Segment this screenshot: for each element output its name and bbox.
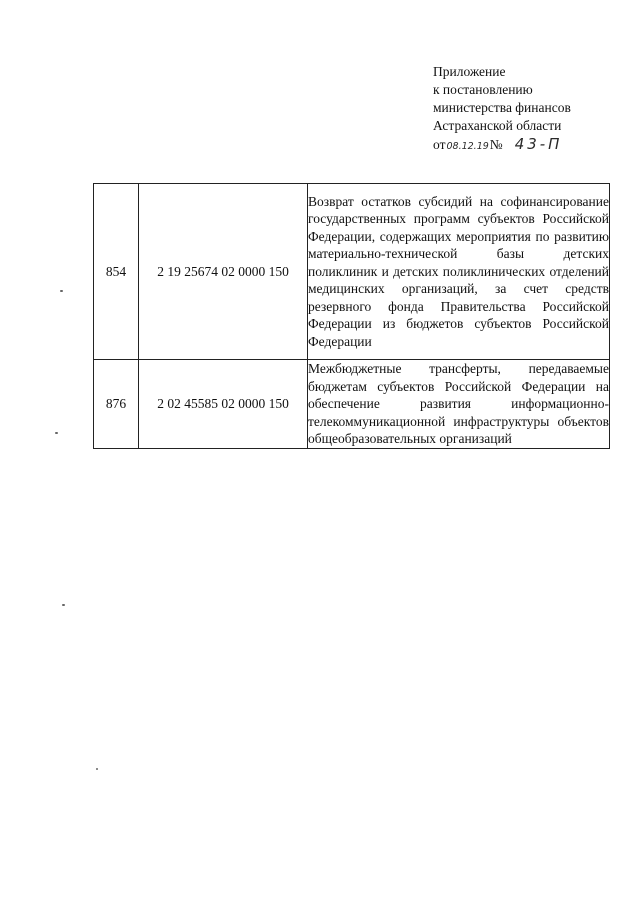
ot-label: от (433, 137, 446, 152)
table-row (94, 184, 610, 360)
budget-code-cell: 2 02 45585 02 0000 150 (139, 360, 308, 449)
admin-code-cell: 854 (94, 184, 139, 360)
appendix-title: Приложение (433, 64, 506, 79)
table-row (94, 360, 610, 449)
handwritten-number: 43-П (514, 135, 563, 153)
budget-codes-table (93, 183, 610, 449)
appendix-ministry-line: министерства финансов (433, 100, 571, 115)
appendix-ref-line: к постановлению (433, 82, 533, 97)
description-cell: Возврат остатков субсидий на софинансирование государственных программ субъектов Российской Федерации, содержащих мероприятия по развитию материально-технической базы детских поликлиник и детских поликлинических отделений медицинских организаций, за счет средств резервного фонда Правительства Российской Федерации из бюджетов субъектов Российской Федерации (308, 184, 610, 360)
appendix-region-line: Астраханской области (433, 118, 562, 133)
scan-speck (62, 604, 65, 606)
number-sign: № (489, 137, 503, 152)
admin-code-cell: 876 (94, 360, 139, 449)
scan-speck (55, 432, 58, 434)
budget-code-cell: 2 19 25674 02 0000 150 (139, 184, 308, 360)
description-cell: Межбюджетные трансферты, передаваемые бюджетам субъектов Российской Федерации на обеспечение развития информационно-телекоммуникационной инфраструктуры объектов общеобразовательных организаций (308, 361, 609, 446)
scan-speck (60, 290, 63, 292)
appendix-date-number-line (433, 135, 571, 156)
scan-speck (96, 768, 98, 770)
appendix-header (433, 63, 571, 156)
handwritten-date: 08.12.19 (446, 141, 489, 152)
